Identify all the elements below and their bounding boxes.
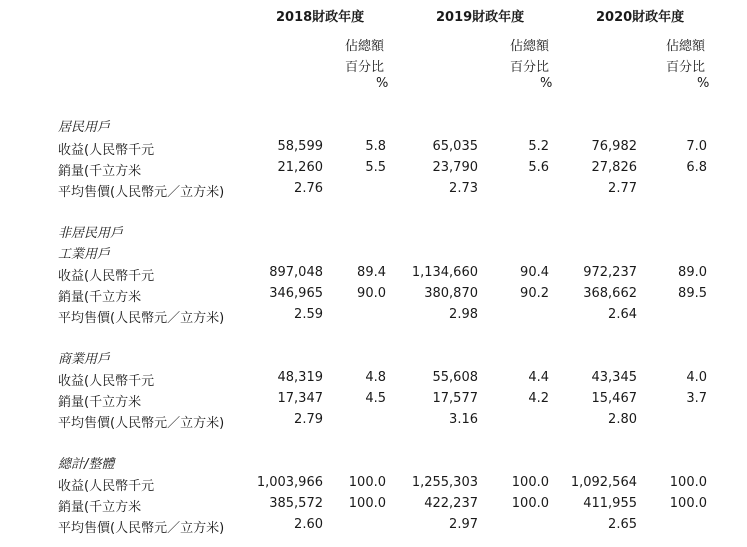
row-label: 平均售價(人民幣元／立方米) xyxy=(58,521,225,536)
row-label: 平均售價(人民幣元／立方米) xyxy=(58,416,225,431)
row-label: 平均售價(人民幣元／立方米) xyxy=(58,311,225,326)
year-header-2019: 2019財政年度 xyxy=(436,10,525,25)
value-2020-cell: 2.65 xyxy=(608,517,637,532)
row-label: 收益(人民幣千元 xyxy=(58,479,155,494)
value-2019-cell: 380,870 xyxy=(424,286,478,301)
share-header-label: 百分比 xyxy=(666,60,706,75)
share-header-label: 百分比 xyxy=(510,60,550,75)
share-2020-cell: 3.7 xyxy=(686,391,707,406)
value-2018-cell: 2.79 xyxy=(294,412,323,427)
row-label: 銷量(千立方米 xyxy=(58,164,142,179)
value-2020-cell: 43,345 xyxy=(591,370,637,385)
share-2019-cell: 4.4 xyxy=(528,370,549,385)
row-label: 銷量(千立方米 xyxy=(58,395,142,410)
share-header-label: 佔總額 xyxy=(666,39,706,54)
row-label: 收益(人民幣千元 xyxy=(58,374,155,389)
share-2018-cell: 100.0 xyxy=(348,496,386,511)
value-2020-cell: 2.77 xyxy=(608,181,637,196)
share-2018-cell: 90.0 xyxy=(357,286,386,301)
share-2020-cell: 4.0 xyxy=(686,370,707,385)
share-2018-cell: 100.0 xyxy=(348,475,386,490)
share-2020-cell: 89.0 xyxy=(678,265,707,280)
value-2018-cell: 48,319 xyxy=(277,370,323,385)
value-2018-cell: 897,048 xyxy=(269,265,323,280)
row-label: 收益(人民幣千元 xyxy=(58,269,155,284)
value-2019-cell: 55,608 xyxy=(432,370,478,385)
value-2020-cell: 411,955 xyxy=(583,496,637,511)
year-header-2020: 2020財政年度 xyxy=(596,10,685,25)
value-2019-cell: 1,134,660 xyxy=(411,265,478,280)
share-2019-cell: 100.0 xyxy=(511,475,549,490)
share-2020-cell: 6.8 xyxy=(686,160,707,175)
share-2019-cell: 5.2 xyxy=(528,139,549,154)
share-2019-cell: 100.0 xyxy=(511,496,549,511)
value-2020-cell: 2.64 xyxy=(608,307,637,322)
section-title: 非居民用戶 xyxy=(58,226,124,241)
share-2018-cell: 89.4 xyxy=(357,265,386,280)
value-2019-cell: 17,577 xyxy=(432,391,478,406)
section-title: 商業用戶 xyxy=(58,352,111,367)
share-2019-cell: 90.4 xyxy=(520,265,549,280)
value-2019-cell: 65,035 xyxy=(432,139,478,154)
value-2018-cell: 21,260 xyxy=(277,160,323,175)
value-2018-cell: 2.60 xyxy=(294,517,323,532)
value-2019-cell: 2.73 xyxy=(449,181,478,196)
value-2019-cell: 2.97 xyxy=(449,517,478,532)
share-2020-cell: 7.0 xyxy=(686,139,707,154)
value-2019-cell: 1,255,303 xyxy=(411,475,478,490)
share-header-unit: % xyxy=(540,76,553,91)
section-subtitle: 工業用戶 xyxy=(58,247,111,262)
section-title: 總計/整體 xyxy=(58,457,115,472)
value-2018-cell: 1,003,966 xyxy=(256,475,323,490)
share-2020-cell: 100.0 xyxy=(669,475,707,490)
value-2019-cell: 2.98 xyxy=(449,307,478,322)
value-2019-cell: 23,790 xyxy=(432,160,478,175)
value-2020-cell: 1,092,564 xyxy=(570,475,637,490)
share-header-label: 百分比 xyxy=(345,60,385,75)
row-label: 銷量(千立方米 xyxy=(58,290,142,305)
share-2018-cell: 5.5 xyxy=(365,160,386,175)
year-header-2018: 2018財政年度 xyxy=(276,10,365,25)
value-2020-cell: 2.80 xyxy=(608,412,637,427)
share-2018-cell: 4.5 xyxy=(365,391,386,406)
value-2020-cell: 76,982 xyxy=(591,139,637,154)
value-2020-cell: 368,662 xyxy=(583,286,637,301)
row-label: 平均售價(人民幣元／立方米) xyxy=(58,185,225,200)
row-label: 收益(人民幣千元 xyxy=(58,143,155,158)
share-2019-cell: 90.2 xyxy=(520,286,549,301)
value-2020-cell: 27,826 xyxy=(591,160,637,175)
value-2019-cell: 422,237 xyxy=(424,496,478,511)
value-2018-cell: 346,965 xyxy=(269,286,323,301)
share-header-unit: % xyxy=(376,76,389,91)
share-2019-cell: 4.2 xyxy=(528,391,549,406)
value-2020-cell: 972,237 xyxy=(583,265,637,280)
share-2018-cell: 4.8 xyxy=(365,370,386,385)
section-title: 居民用戶 xyxy=(58,120,111,135)
share-2019-cell: 5.6 xyxy=(528,160,549,175)
share-2020-cell: 100.0 xyxy=(669,496,707,511)
value-2018-cell: 58,599 xyxy=(277,139,323,154)
share-header-unit: % xyxy=(697,76,710,91)
value-2019-cell: 3.16 xyxy=(449,412,478,427)
value-2018-cell: 17,347 xyxy=(277,391,323,406)
value-2018-cell: 2.76 xyxy=(294,181,323,196)
value-2018-cell: 385,572 xyxy=(269,496,323,511)
row-label: 銷量(千立方米 xyxy=(58,500,142,515)
share-2018-cell: 5.8 xyxy=(365,139,386,154)
share-2020-cell: 89.5 xyxy=(678,286,707,301)
value-2018-cell: 2.59 xyxy=(294,307,323,322)
value-2020-cell: 15,467 xyxy=(591,391,637,406)
share-header-label: 佔總額 xyxy=(345,39,385,54)
share-header-label: 佔總額 xyxy=(510,39,550,54)
